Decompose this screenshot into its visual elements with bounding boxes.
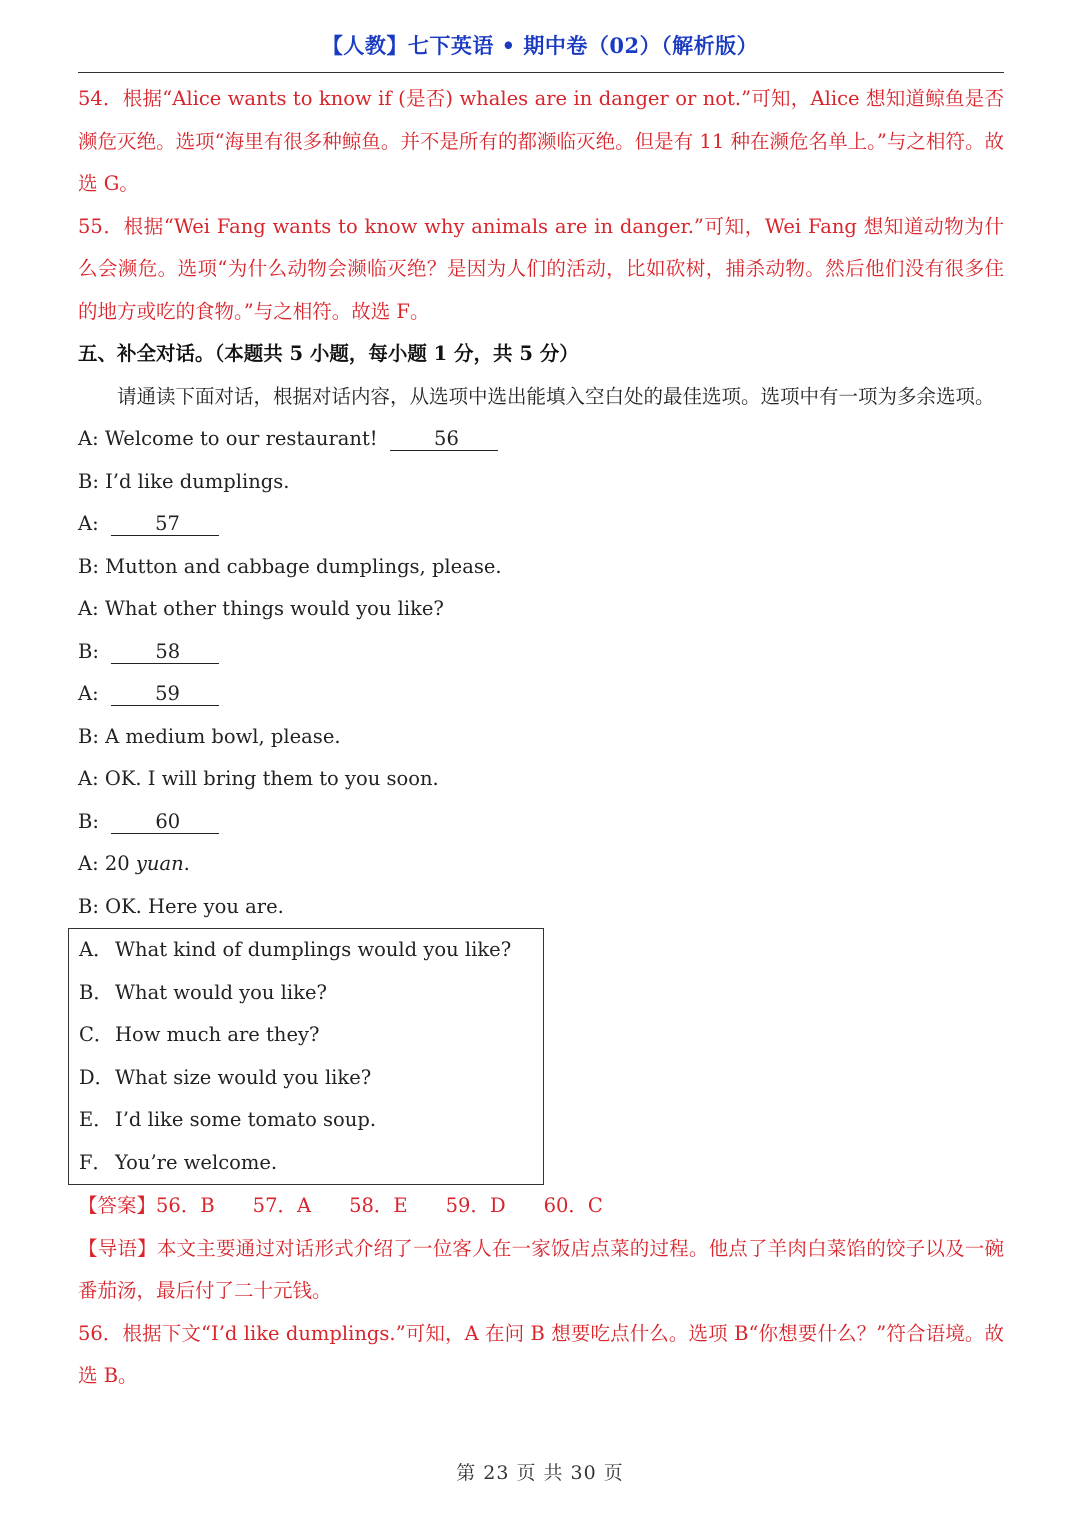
dialogue-text: A: OK. I will bring them to you soon.	[78, 767, 439, 790]
explanation-54: 54．根据“Alice wants to know if (是否) whales are in danger or not.”可知，Alice 想知道鲸鱼是否濒危灭绝。选项“海里有很多种鲸鱼。并不是所有的都濒临灭绝。但是有 11 种在濒危名单上。”与之相符。故选 G。	[78, 87, 1004, 195]
answer-blank: 59	[111, 683, 219, 706]
answer-blank: 60	[111, 811, 219, 834]
dialogue-line	[78, 418, 1004, 461]
page-footer: 第 23 页 共 30 页	[456, 1462, 624, 1484]
answer-item: 60．C	[543, 1194, 603, 1217]
page-header-title: 【人教】七下英语 • 期中卷（02）（解析版）	[321, 33, 759, 58]
dialogue-text: B: A medium bowl, please.	[78, 724, 341, 748]
section-instructions: 请通读下面对话，根据对话内容，从选项中选出能填入空白处的最佳选项。选项中有一项为多余选项。	[117, 384, 995, 408]
dialogue-text: A:	[78, 682, 99, 705]
explanation-55: 55．根据“Wei Fang wants to know why animals are in danger.”可知，Wei Fang 想知道动物为什么会濒危。选项“为什么动物会濒临灭绝？是因为人们的活动，比如砍树，捕杀动物。然后他们没有很多住的地方或吃的食物。”与之相符。故选 F。	[78, 214, 1004, 323]
header-divider	[78, 72, 1004, 73]
dialogue-text: A: 20	[78, 852, 130, 875]
dialogue-text: B:	[78, 639, 99, 663]
dialogue-line	[78, 503, 1004, 546]
option-letter: E．	[79, 1108, 113, 1131]
dialogue-line	[78, 673, 1004, 716]
dialogue-text: B: Mutton and cabbage dumplings, please.	[78, 554, 502, 578]
guide-paragraph: 【导语】本文主要通过对话形式介绍了一位客人在一家饭店点菜的过程。他点了羊肉白菜馅的饺子以及一碗番茄汤，最后付了二十元钱。	[78, 1236, 1004, 1302]
answer-item: 56．B	[156, 1194, 215, 1217]
option-f	[79, 1142, 543, 1185]
explanation-56: 56．根据下文“I’d like dumplings.”可知，A 在问 B 想要吃点什么。选项 B“你想要什么？”符合语境。故选 B。	[78, 1321, 1004, 1387]
option-e	[79, 1099, 543, 1142]
answer-key	[78, 1185, 1004, 1228]
dialogue-line	[78, 461, 1004, 504]
dialogue-line	[78, 843, 1004, 886]
dialogue-suffix: .	[183, 852, 190, 875]
answer-blank: 58	[111, 641, 219, 664]
dialogue-line	[78, 716, 1004, 759]
option-text: What kind of dumplings would you like?	[115, 938, 512, 961]
option-text: What size would you like?	[115, 1065, 372, 1089]
dialogue-text: B: OK. Here you are.	[78, 894, 284, 918]
answer-blank: 56	[390, 428, 498, 451]
option-letter: A．	[79, 938, 113, 961]
dialogue-line	[78, 886, 1004, 929]
answer-blank: 57	[111, 513, 219, 536]
section-heading: 五、补全对话。（本题共 5 小题，每小题 1 分，共 5 分）	[78, 342, 579, 365]
option-letter: F．	[79, 1150, 113, 1174]
dialogue-line	[78, 801, 1004, 844]
dialogue-line	[78, 588, 1004, 631]
option-d	[79, 1057, 543, 1100]
dialogue-line	[78, 546, 1004, 589]
option-b	[79, 972, 543, 1015]
options-box	[68, 928, 544, 1185]
answer-item: 57．A	[252, 1194, 312, 1217]
dialogue-text: A: What other things would you like?	[78, 597, 444, 620]
dialogue-text: B:	[78, 809, 99, 833]
dialogue	[78, 418, 1004, 928]
answer-item: 58．E	[349, 1194, 408, 1217]
dialogue-line	[78, 631, 1004, 674]
option-text: You’re welcome.	[115, 1150, 278, 1174]
dialogue-text: B: I’d like dumplings.	[78, 469, 290, 493]
dialogue-line	[78, 758, 1004, 801]
answer-item: 59．D	[445, 1194, 506, 1217]
dialogue-text: A:	[78, 512, 99, 535]
page-content	[78, 78, 1004, 1398]
option-letter: B．	[79, 980, 113, 1004]
option-letter: C．	[79, 1023, 114, 1046]
option-letter: D．	[79, 1065, 115, 1089]
option-text: I’d like some tomato soup.	[115, 1108, 377, 1131]
option-a	[79, 929, 543, 972]
option-c	[79, 1014, 543, 1057]
option-text: How much are they?	[115, 1023, 320, 1046]
option-text: What would you like?	[115, 980, 327, 1004]
currency-word: yuan	[135, 852, 184, 875]
answer-label: 【答案】	[78, 1194, 157, 1217]
dialogue-text: A: Welcome to our restaurant!	[78, 427, 378, 450]
